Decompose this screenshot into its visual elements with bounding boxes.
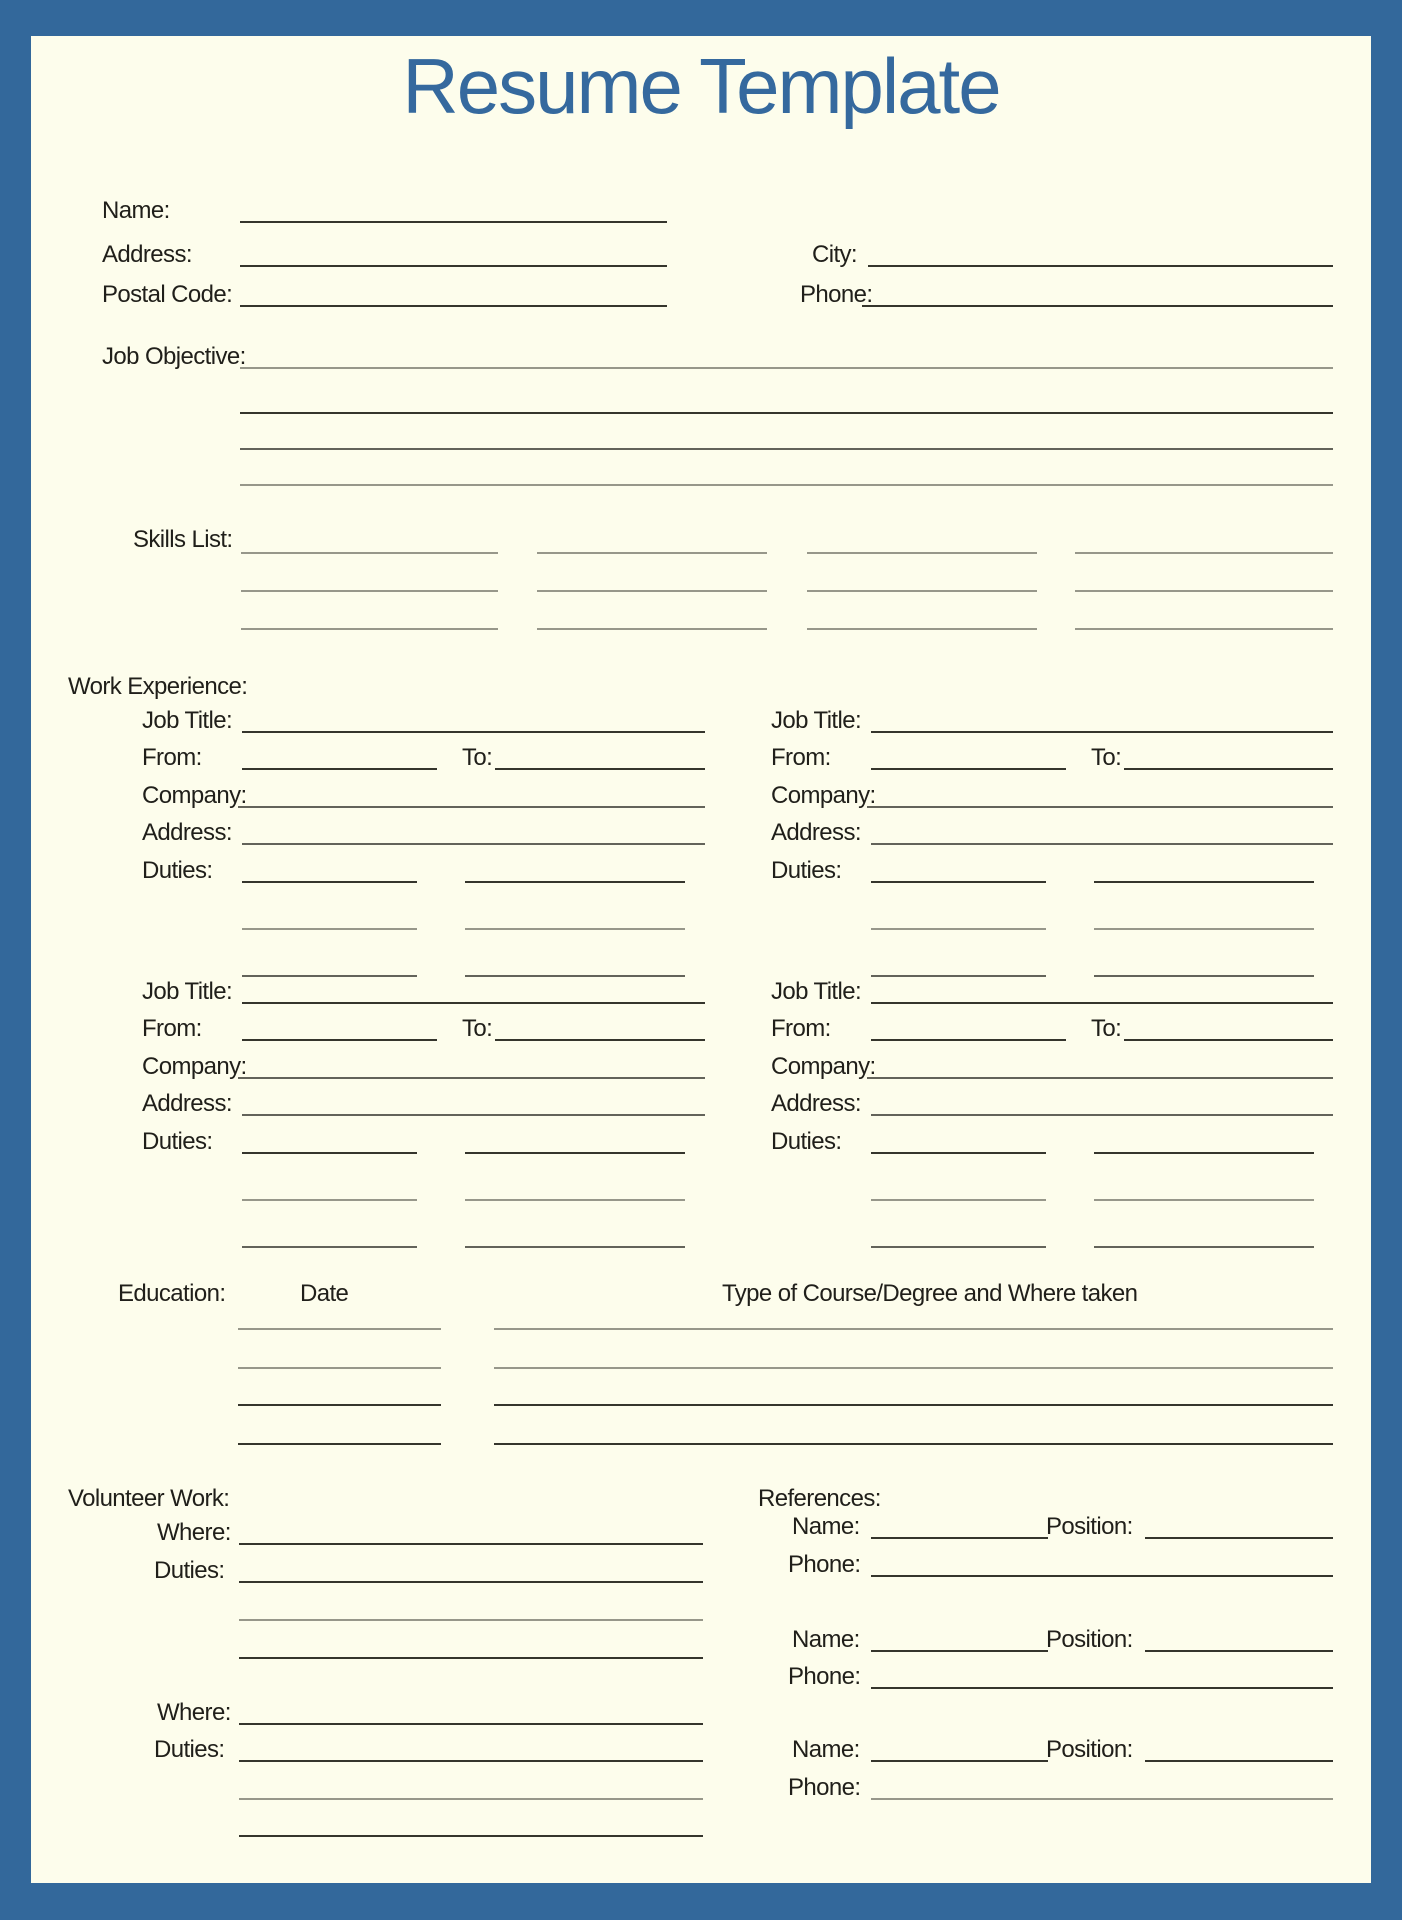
duties-line: [871, 928, 1046, 930]
skill-line: [1075, 552, 1333, 554]
duties-line: [465, 1246, 685, 1248]
duties-line: [465, 928, 685, 930]
address-label: Address:: [102, 241, 192, 268]
address-field-line: [240, 265, 667, 267]
where-label: Where:: [157, 1519, 231, 1546]
duties-line: [239, 1581, 703, 1583]
duties-line: [871, 975, 1046, 977]
duties-line: [871, 1152, 1046, 1154]
job-objective-line-2: [240, 412, 1333, 414]
to-label: To:: [462, 744, 493, 771]
references-heading: References:: [758, 1485, 881, 1512]
skill-line: [241, 590, 498, 592]
company-line: [867, 1077, 1333, 1079]
reference-position-label: Position:: [1046, 1626, 1133, 1653]
volunteer-work-heading: Volunteer Work:: [68, 1485, 230, 1512]
education-date-line: [238, 1404, 441, 1406]
duties-label: Duties:: [154, 1557, 225, 1584]
company-line: [867, 806, 1333, 808]
duties-line: [242, 881, 417, 883]
duties-line: [239, 1657, 703, 1659]
skill-line: [241, 628, 498, 630]
from-label: From:: [771, 1015, 831, 1042]
address-line: [242, 843, 705, 845]
name-field-line: [240, 221, 667, 223]
skill-line: [537, 628, 767, 630]
duties-line: [871, 1246, 1046, 1248]
duties-line: [242, 975, 417, 977]
job-objective-line-3: [240, 448, 1333, 450]
address-label: Address:: [771, 1090, 861, 1117]
from-label: From:: [142, 744, 202, 771]
to-label: To:: [1091, 1015, 1122, 1042]
from-line: [871, 768, 1066, 770]
education-course-line: [494, 1404, 1333, 1406]
reference-name-line: [871, 1760, 1048, 1762]
reference-phone-label: Phone:: [788, 1663, 861, 1690]
company-label: Company:: [142, 1053, 247, 1080]
job-title-label: Job Title:: [142, 707, 233, 734]
address-label: Address:: [142, 1090, 232, 1117]
reference-phone-label: Phone:: [788, 1774, 861, 1801]
where-label: Where:: [157, 1699, 231, 1726]
reference-name-label: Name:: [792, 1513, 860, 1540]
phone-field-line: [862, 305, 1333, 307]
from-line: [871, 1039, 1066, 1041]
company-label: Company:: [771, 1053, 876, 1080]
reference-position-line: [1145, 1537, 1333, 1539]
reference-position-line: [1145, 1650, 1333, 1652]
to-line: [1124, 768, 1333, 770]
to-line: [1124, 1039, 1333, 1041]
duties-line: [465, 881, 685, 883]
education-course-line: [494, 1443, 1333, 1445]
duties-line: [239, 1798, 703, 1800]
reference-name-label: Name:: [792, 1626, 860, 1653]
skill-line: [807, 628, 1037, 630]
page-title: Resume Template: [402, 42, 1000, 130]
education-date-header: Date: [300, 1280, 349, 1307]
duties-line: [871, 881, 1046, 883]
duties-label: Duties:: [142, 857, 213, 884]
job-title-line: [871, 1002, 1333, 1004]
duties-line: [1094, 1152, 1314, 1154]
skill-line: [1075, 590, 1333, 592]
to-line: [495, 768, 705, 770]
duties-line: [1094, 975, 1314, 977]
company-label: Company:: [142, 782, 247, 809]
duties-line: [1094, 1246, 1314, 1248]
reference-phone-line: [871, 1798, 1333, 1800]
duties-label: Duties:: [154, 1736, 225, 1763]
postal-code-label: Postal Code:: [102, 281, 233, 308]
duties-line: [239, 1835, 703, 1837]
job-objective-label: Job Objective:: [102, 343, 246, 370]
job-title-line: [242, 731, 705, 733]
job-title-label: Job Title:: [771, 978, 862, 1005]
address-line: [871, 843, 1333, 845]
name-label: Name:: [102, 197, 170, 224]
duties-line: [242, 928, 417, 930]
company-line: [238, 806, 705, 808]
address-line: [242, 1114, 705, 1116]
skill-line: [807, 552, 1037, 554]
reference-name-line: [871, 1650, 1048, 1652]
reference-position-label: Position:: [1046, 1736, 1133, 1763]
city-label: City:: [812, 241, 858, 268]
company-label: Company:: [771, 782, 876, 809]
skill-line: [241, 552, 498, 554]
address-line: [871, 1114, 1333, 1116]
work-experience-heading: Work Experience:: [68, 673, 248, 700]
from-line: [242, 1039, 437, 1041]
education-course-line: [494, 1328, 1333, 1330]
duties-line: [1094, 928, 1314, 930]
education-course-header: Type of Course/Degree and Where taken: [722, 1280, 1138, 1307]
duties-label: Duties:: [771, 1128, 842, 1155]
phone-label: Phone:: [800, 281, 873, 308]
from-line: [242, 768, 437, 770]
duties-line: [242, 1199, 417, 1201]
where-line: [239, 1543, 703, 1545]
duties-line: [1094, 1199, 1314, 1201]
job-title-line: [871, 731, 1333, 733]
education-course-line: [494, 1367, 1333, 1369]
city-field-line: [868, 265, 1333, 267]
to-label: To:: [462, 1015, 493, 1042]
reference-phone-line: [871, 1687, 1333, 1689]
to-line: [495, 1039, 705, 1041]
education-label: Education:: [118, 1280, 226, 1307]
job-title-line: [242, 1002, 705, 1004]
reference-position-label: Position:: [1046, 1513, 1133, 1540]
duties-line: [465, 1152, 685, 1154]
skill-line: [537, 590, 767, 592]
education-date-line: [238, 1443, 441, 1445]
where-line: [239, 1723, 703, 1725]
to-label: To:: [1091, 744, 1122, 771]
from-label: From:: [771, 744, 831, 771]
duties-line: [465, 1199, 685, 1201]
job-title-label: Job Title:: [771, 707, 862, 734]
job-objective-line-1: [240, 367, 1333, 369]
skills-list-label: Skills List:: [133, 526, 233, 553]
duties-line: [242, 1246, 417, 1248]
duties-line: [239, 1619, 703, 1621]
skill-line: [1075, 628, 1333, 630]
education-date-line: [238, 1367, 441, 1369]
skill-line: [807, 590, 1037, 592]
address-label: Address:: [142, 819, 232, 846]
reference-name-label: Name:: [792, 1736, 860, 1763]
job-objective-line-4: [240, 484, 1333, 486]
reference-phone-line: [871, 1575, 1333, 1577]
duties-line: [465, 975, 685, 977]
reference-name-line: [871, 1537, 1048, 1539]
duties-label: Duties:: [142, 1128, 213, 1155]
postal-code-field-line: [240, 305, 667, 307]
duties-line: [871, 1199, 1046, 1201]
from-label: From:: [142, 1015, 202, 1042]
duties-line: [242, 1152, 417, 1154]
reference-phone-label: Phone:: [788, 1551, 861, 1578]
job-title-label: Job Title:: [142, 978, 233, 1005]
address-label: Address:: [771, 819, 861, 846]
company-line: [238, 1077, 705, 1079]
skill-line: [537, 552, 767, 554]
duties-line: [239, 1760, 703, 1762]
duties-label: Duties:: [771, 857, 842, 884]
duties-line: [1094, 881, 1314, 883]
education-date-line: [238, 1328, 441, 1330]
reference-position-line: [1145, 1760, 1333, 1762]
